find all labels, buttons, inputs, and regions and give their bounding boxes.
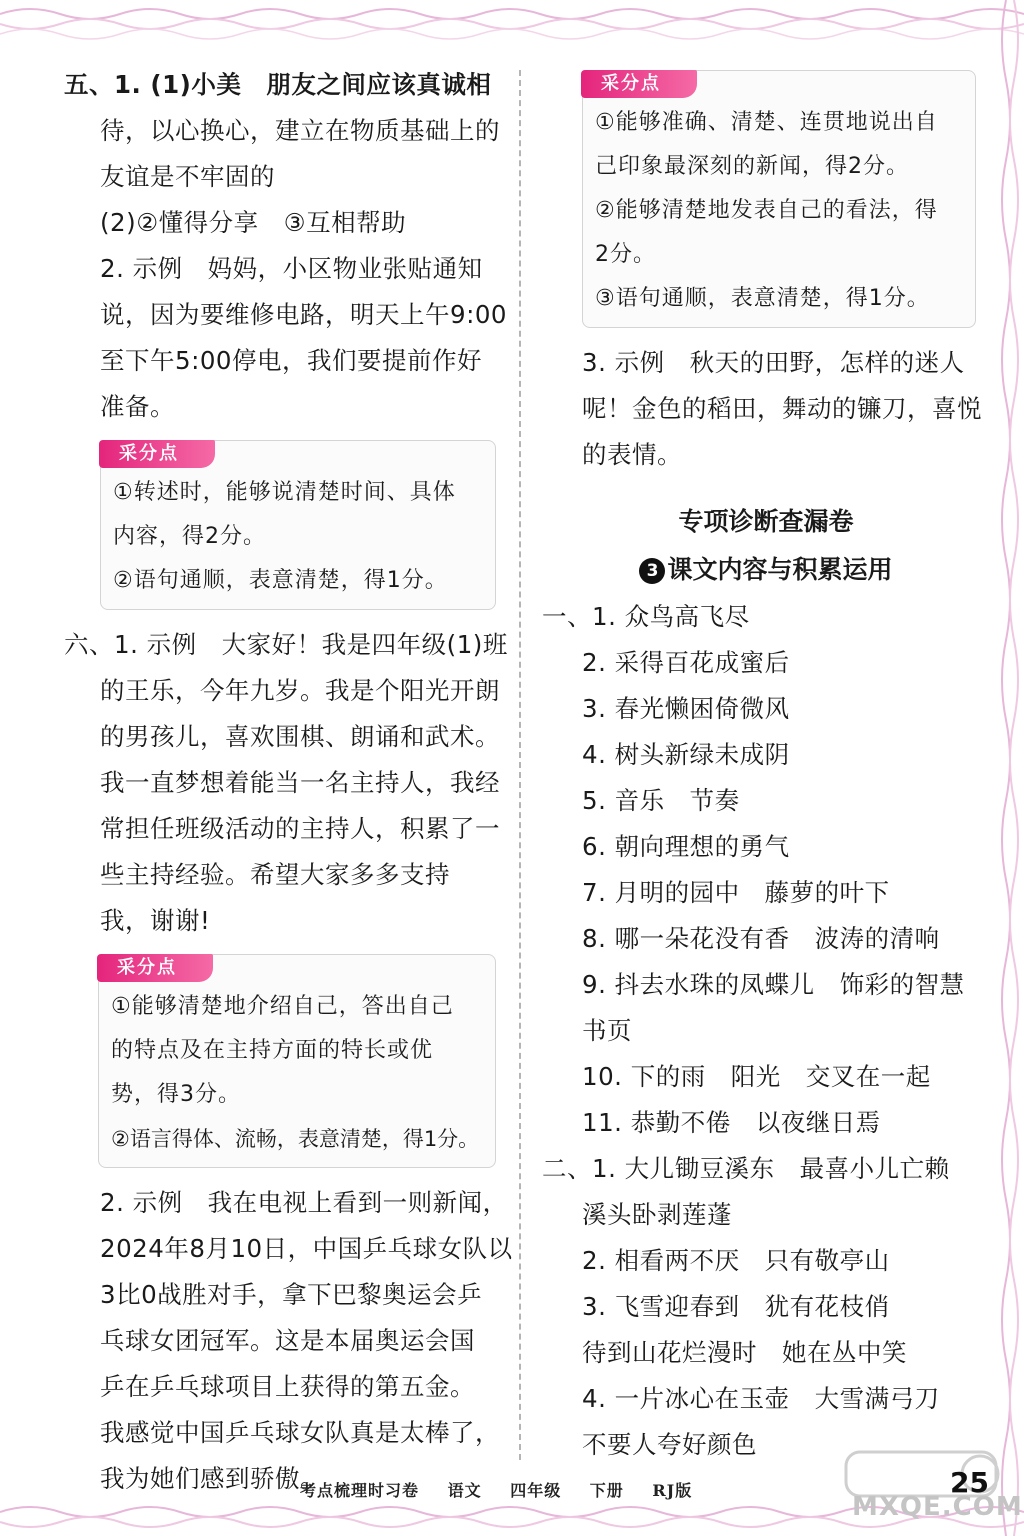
answer-line: 待到山花烂漫时 她在丛中笑 (582, 1338, 907, 1367)
answer-line: 些主持经验。希望大家多多支持 (100, 860, 450, 889)
answer-line: 二、1. 大儿锄豆溪东 最喜小儿亡赖 (542, 1154, 950, 1183)
answer-line: 我，谢谢! (100, 906, 211, 935)
footer-book-title: 考点梳理时习卷 (300, 1481, 420, 1500)
answer-line: 5. 音乐 节奏 (582, 786, 740, 815)
page-footer (300, 1478, 714, 1501)
answer-line: 呢！金色的稻田，舞动的镰刀，喜悦 (582, 394, 982, 423)
answer-line: (2)②懂得分享 ③互相帮助 (100, 208, 407, 237)
answer-line: 乓球女团冠军。这是本届奥运会国 (100, 1326, 475, 1355)
answer-line: 的表情。 (582, 440, 682, 469)
scoring-line: ①能够清楚地介绍自己，答出自己 (111, 994, 454, 1019)
answer-line: 3. 示例 秋天的田野，怎样的迷人 (582, 348, 965, 377)
section-subtitle-text: 课文内容与积累运用 (667, 555, 893, 584)
answer-line: 3比0战胜对手，拿下巴黎奥运会乒 (100, 1280, 483, 1309)
answer-line: 3. 春光懒困倚微风 (582, 694, 790, 723)
answer-line: 六、1. 示例 大家好！我是四年级(1)班 (64, 630, 508, 659)
scoring-line: ②语句通顺，表意清楚，得1分。 (113, 568, 448, 593)
answer-line: 我一直梦想着能当一名主持人，我经 (100, 768, 500, 797)
answer-line: 8. 哪一朵花没有香 波涛的清响 (582, 924, 940, 953)
answer-line: 五、1. (1)小美 朋友之间应该真诚相 (64, 70, 492, 99)
answer-line: 待，以心换心，建立在物质基础上的 (100, 116, 500, 145)
answer-line: 4. 一片冰心在玉壶 大雪满弓刀 (582, 1384, 940, 1413)
answer-line: 9. 抖去水珠的凤蝶儿 饰彩的智慧 (582, 970, 965, 999)
answer-line: 我为她们感到骄傲。 (100, 1464, 325, 1493)
answer-line: 3. 飞雪迎春到 犹有花枝俏 (582, 1292, 890, 1321)
answer-line: 的王乐，今年九岁。我是个阳光开朗 (100, 676, 500, 705)
answer-line: 友谊是不牢固的 (100, 162, 275, 191)
answer-line: 2. 采得百花成蜜后 (582, 648, 790, 677)
scoring-box (98, 954, 496, 1168)
answer-line: 2024年8月10日，中国乒乓球女队以 (100, 1234, 513, 1263)
answer-line: 至下午5:00停电，我们要提前作好 (100, 346, 483, 375)
answer-line: 溪头卧剥莲蓬 (582, 1200, 732, 1229)
right-column (542, 62, 982, 1468)
answer-line: 我感觉中国乒乓球女队真是太棒了， (100, 1418, 500, 1447)
answer-line: 6. 朝向理想的勇气 (582, 832, 790, 861)
top-wave-border (0, 0, 1024, 56)
scoring-tag: 采分点 (97, 954, 213, 982)
answer-line: 乒在乒乓球项目上获得的第五金。 (100, 1372, 475, 1401)
left-column (64, 62, 513, 1502)
scoring-line: ①能够准确、清楚、连贯地说出自 (595, 110, 938, 135)
answer-line: 10. 下的雨 阳光 交叉在一起 (582, 1062, 931, 1091)
scoring-line: ②能够清楚地发表自己的看法，得 (595, 198, 938, 223)
scoring-tag: 采分点 (581, 70, 697, 98)
scoring-line: ③语句通顺，表意清楚，得1分。 (595, 286, 930, 311)
answer-line: 书页 (582, 1016, 632, 1045)
answer-line: 不要人夸好颜色 (582, 1430, 757, 1459)
footer-volume: 下册 (589, 1481, 624, 1500)
right-wave-border (998, 0, 1024, 1536)
answer-line: 2. 相看两不厌 只有敬亭山 (582, 1246, 890, 1275)
scoring-line: ②语言得体、流畅，表意清楚，得1分。 (111, 1127, 480, 1151)
page-number: 25 (950, 1466, 989, 1499)
section-number-badge: 3 (639, 558, 665, 584)
footer-grade: 四年级 (510, 1481, 562, 1500)
section-subtitle (556, 546, 976, 594)
scoring-line: 内容，得2分。 (113, 524, 266, 549)
answer-line: 准备。 (100, 392, 175, 421)
scoring-tag: 采分点 (99, 440, 215, 468)
scoring-line: 的特点及在主持方面的特长或优 (111, 1038, 434, 1063)
section-title: 专项诊断查漏卷 (678, 507, 854, 536)
answer-line: 2. 示例 妈妈，小区物业张贴通知 (100, 254, 483, 283)
answer-line: 2. 示例 我在电视上看到一则新闻， (100, 1188, 508, 1217)
answer-line: 说，因为要维修电路，明天上午9:00 (100, 300, 508, 329)
footer-edition: RJ版 (652, 1481, 693, 1500)
scoring-line: 己印象最深刻的新闻，得2分。 (595, 154, 909, 179)
scoring-line: 2分。 (595, 242, 656, 267)
scoring-box (100, 440, 496, 610)
answer-line: 11. 恭勤不倦 以夜继日焉 (582, 1108, 881, 1137)
answer-line: 的男孩儿，喜欢围棋、朗诵和武术。 (100, 722, 500, 751)
answer-line: 一、1. 众鸟高飞尽 (542, 602, 750, 631)
scoring-line: ①转述时，能够说清楚时间、具体 (113, 480, 456, 505)
scoring-line: 势，得3分。 (111, 1082, 241, 1107)
scoring-box (582, 70, 976, 328)
answer-line: 7. 月明的园中 藤萝的叶下 (582, 878, 890, 907)
footer-subject: 语文 (447, 1481, 482, 1500)
column-divider (519, 70, 521, 1460)
answer-line: 常担任班级活动的主持人，积累了一 (100, 814, 500, 843)
answer-line: 4. 树头新绿未成阴 (582, 740, 790, 769)
watermark-text: MXQE.COM (852, 1492, 1023, 1522)
